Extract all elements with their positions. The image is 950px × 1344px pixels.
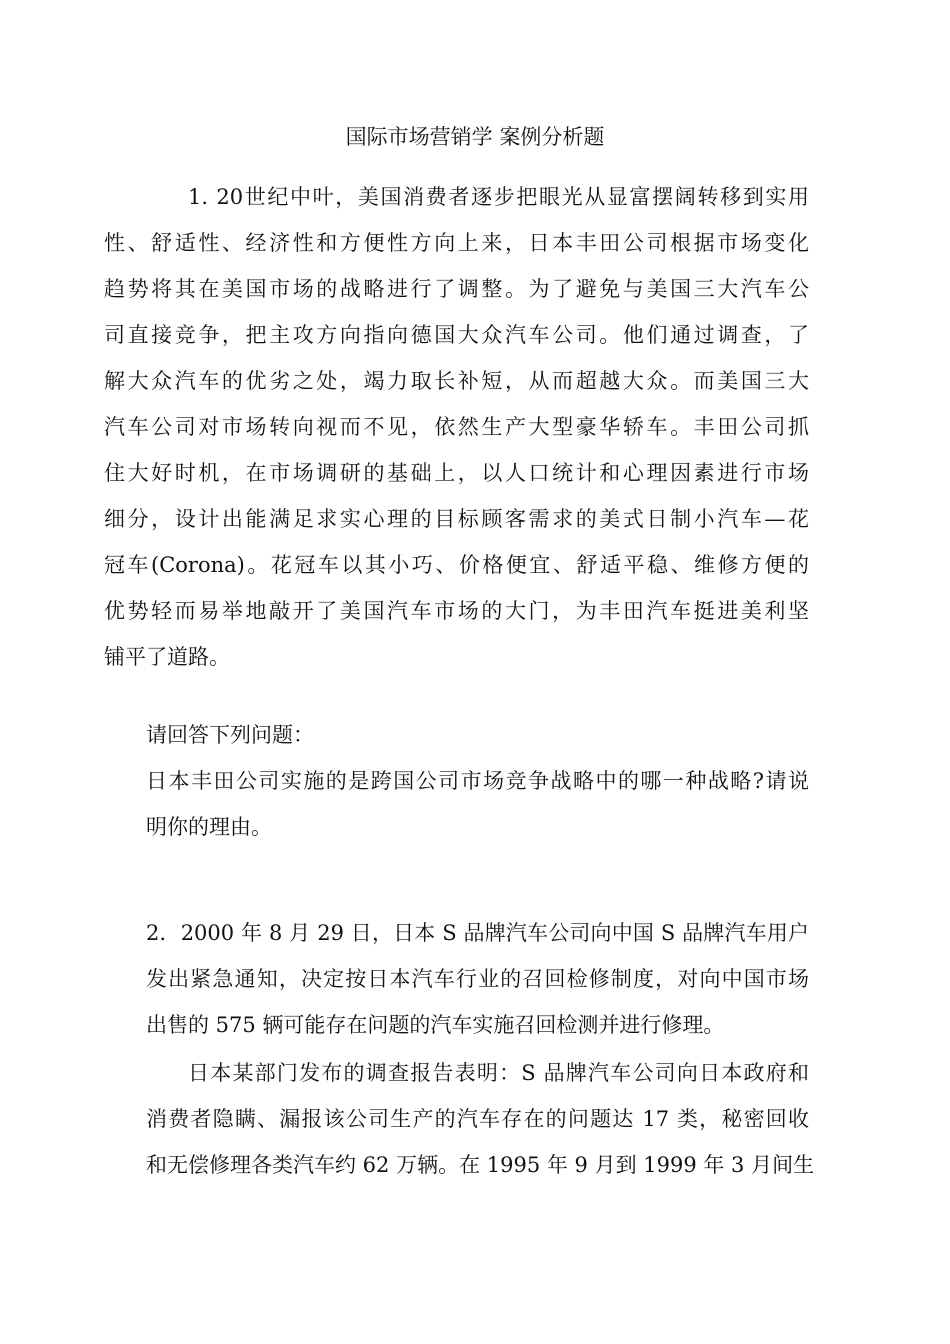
case1-line: 优势轻而易举地敲开了美国汽车市场的大门，为丰田汽车挺进美利坚 [104,599,809,623]
case2-line: 2．2000 年 8 月 29 日，日本 S 品牌汽车公司向中国 S 品牌汽车用户 [146,921,809,945]
case2-line: 出售的 575 辆可能存在问题的汽车实施召回检测并进行修理。 [146,1013,725,1037]
case1-prompt [146,712,809,758]
case1-paragraph [104,174,809,680]
case2-paragraph-2 [146,1050,815,1188]
case2-line: 日本某部门发布的调查报告表明：S 品牌汽车公司向日本政府和 [188,1061,809,1085]
case1-line: 细分，设计出能满足求实心理的目标顾客需求的美式日制小汽车—花 [104,507,809,531]
case1-question [146,758,809,850]
case1-line: 性、舒适性、经济性和方便性方向上来，日本丰田公司根据市场变化 [104,231,809,255]
case1-line: 趋势将其在美国市场的战略进行了调整。为了避免与美国三大汽车公 [104,277,809,301]
case2-line: 和无偿修理各类汽车约 62 万辆。在 1995 年 9 月到 1999 年 3 月间生 [146,1153,815,1177]
case2-paragraph-1 [146,910,809,1048]
page-title: 国际市场营销学 案例分析题 [345,125,605,149]
case1-line: 司直接竞争，把主攻方向指向德国大众汽车公司。他们通过调查，了 [104,323,809,347]
case1-line: 住大好时机，在市场调研的基础上，以人口统计和心理因素进行市场 [104,461,809,485]
prompt-text: 请回答下列问题： [146,723,314,747]
case2-line: 消费者隐瞒、漏报该公司生产的汽车存在的问题达 17 类，秘密回收 [146,1107,809,1131]
case1-line: 1. 20世纪中叶，美国消费者逐步把眼光从显富摆阔转移到实用 [188,185,809,209]
case1-line: 解大众汽车的优劣之处，竭力取长补短，从而超越大众。而美国三大 [104,369,809,393]
case1-line: 汽车公司对市场转向视而不见，依然生产大型豪华轿车。丰田公司抓 [104,415,809,439]
case2-line: 发出紧急通知，决定按日本汽车行业的召回检修制度，对向中国市场 [146,967,809,991]
question-line: 日本丰田公司实施的是跨国公司市场竞争战略中的哪一种战略?请说 [146,769,809,793]
case1-line: 铺平了道路。 [104,645,230,669]
question-line: 明你的理由。 [146,815,272,839]
case1-line: 冠车(Corona)。花冠车以其小巧、价格便宜、舒适平稳、维修方便的 [104,553,809,577]
